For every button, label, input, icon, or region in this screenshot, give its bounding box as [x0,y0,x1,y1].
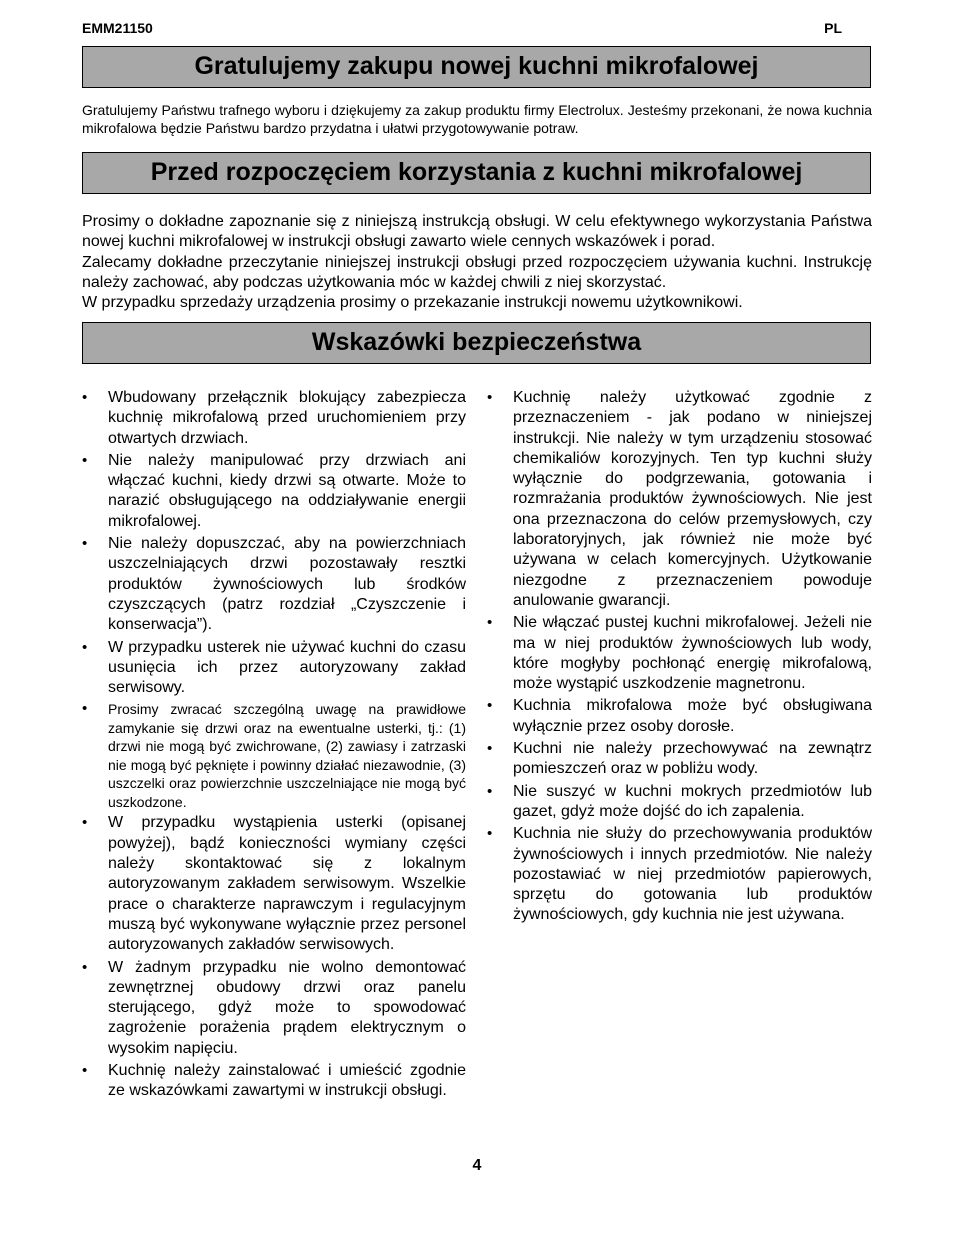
bullet-icon: • [487,782,493,800]
page-number: 4 [472,1157,482,1174]
safety-item-text: Kuchnię należy zainstalować i umieścić zgodnie ze wskazówkami zawartymi w instrukcji obsługi. [108,1062,466,1100]
before-use-paragraph: Prosimy o dokładne zapoznanie się z niniejszą instrukcją obsługi. W celu efektywnego wykorzystania Państwa nowej kuchni mikrofalowej w instrukcji obsługi zawarto wiele cennych wskazówek i porad. [82,213,872,251]
safety-item [82,958,466,1059]
bullet-icon: • [487,697,493,715]
before-use-text [82,212,872,313]
bullet-icon: • [82,389,88,406]
bullet-icon: • [82,451,88,469]
congrats-paragraph: Gratulujemy Państwu trafnego wyboru i dziękujemy za zakup produktu firmy Electrolux. Jesteśmy przekonani, że nowa kuchnia mikrofalowa będzie Państwu bardzo przydatna i ułatwi przygotowywanie potraw. [82,102,872,136]
heading-congrats: Gratulujemy zakupu nowej kuchni mikrofalowej [82,46,871,88]
safety-list-left [82,388,466,1102]
safety-item-text: Kuchnia nie służy do przechowywania produktów żywnościowych i innych przedmiotów. Nie należy pozostawiać w niej przedmiotów papierowych, sprzętu do gotowania lub produktów żywnościowych, gdy kuchnia nie jest używana. [513,825,872,924]
bullet-icon: • [82,638,88,656]
heading-safety: Wskazówki bezpieczeństwa [82,322,871,364]
safety-item [487,696,872,737]
safety-item [487,739,872,780]
safety-item-text: Wbudowany przełącznik blokujący zabezpiecza kuchnię mikrofalową przed uruchomieniem przy otwartych drzwiach. [108,389,466,447]
safety-item [82,451,466,532]
model-number: EMM21150 [82,20,153,36]
safety-item [487,388,872,611]
bullet-icon: • [487,825,493,843]
safety-item [487,613,872,694]
before-use-paragraph: W przypadku sprzedaży urządzenia prosimy o przekazanie instrukcji nowemu użytkownikowi. [82,294,743,312]
safety-item [487,782,872,823]
bullet-icon: • [82,700,88,718]
bullet-icon: • [487,614,493,632]
safety-item-text: W żadnym przypadku nie wolno demontować zewnętrznej obudowy drzwi oraz panelu sterującego, gdyż może to spowodować zagrożenie porażenia prądem elektrycznym o wysokim napięciu. [108,958,466,1057]
safety-item [82,700,466,811]
bullet-icon: • [82,814,88,832]
safety-item-text: Prosimy zwracać szczególną uwagę na prawidłowe zamykanie się drzwi oraz na ewentualne usterki, tj.: (1) drzwi nie mogą być zwichrowane, (2) zawiasy i zatrzaski nie mogą być pęknięte i powinny działać niezawodnie, (3) uszczelki oraz powierzchnie uszczelniające nie mogą być uszkodzone. [108,701,466,810]
bullet-icon: • [82,958,88,976]
safety-item [82,638,466,699]
safety-column-left [82,388,466,1104]
safety-item-text: Nie należy manipulować przy drzwiach ani włączać kuchni, kiedy drzwi są otwarte. Może to narazić obsługującego na oddziaływanie energii mikrofalowej. [108,451,466,530]
safety-item [487,824,872,925]
bullet-icon: • [487,740,493,758]
language-code: PL [824,20,842,36]
safety-item-text: Nie suszyć w kuchni mokrych przedmiotów lub gazet, gdyż może dojść do ich zapalenia. [513,782,872,820]
heading-before-use: Przed rozpoczęciem korzystania z kuchni mikrofalowej [82,152,871,194]
safety-item-text: Kuchnię należy użytkować zgodnie z przeznaczeniem - jak podano w niniejszej instrukcji. Nie należy w tym urządzeniu stosować chemikaliów korozyjnych. Ten typ kuchni służy wyłącznie do podgrzewania, gotowania i rozmrażania produktów żywnościowych. Nie jest ona przeznaczona do celów przemysłowych, czy laboratoryjnych, jak również nie może być używana w celach komercyjnych. Użytkowanie niezgodne z przeznaczeniem powoduje anulowanie gwarancji. [513,389,872,609]
safety-item-text: W przypadku usterek nie używać kuchni do czasu usunięcia ich przez autoryzowany zakład serwisowy. [108,638,466,697]
page-header [82,20,842,40]
safety-item-text: Kuchnia mikrofalowa może być obsługiwana wyłącznie przez osoby dorosłe. [513,697,872,735]
bullet-icon: • [82,535,88,553]
before-use-paragraph: Zalecamy dokładne przeczytanie niniejszej instrukcji obsługi przed rozpoczęciem używania kuchni. Instrukcję należy zachować, aby podczas użytkowania móc w każdej chwili z niej skorzystać. [82,253,872,291]
safety-item-text: Kuchni nie należy przechowywać na zewnątrz pomieszczeń oraz w pobliżu wody. [513,740,872,778]
safety-list-right [487,388,872,926]
safety-item [82,813,466,955]
safety-item [82,534,466,635]
safety-item-text: Nie włączać pustej kuchni mikrofalowej. Jeżeli nie ma w niej produktów żywnościowych lub wody, które mogłyby pochłonąć energię mikrofalową, może wystąpić uszkodzenie magnetronu. [513,614,872,693]
safety-item [82,1061,466,1102]
safety-item [82,388,466,449]
bullet-icon: • [487,389,493,406]
safety-column-right [487,388,872,928]
bullet-icon: • [82,1062,88,1080]
safety-item-text: Nie należy dopuszczać, aby na powierzchniach uszczelniających drzwi pozostawały resztki produktów żywnościowych lub środków czyszczących (patrz rozdział „Czyszczenie i konserwacja”). [108,535,466,634]
safety-item-text: W przypadku wystąpienia usterki (opisanej powyżej), bądź konieczności wymiany części należy skontaktować się z lokalnym autoryzowanym zakładem serwisowym. Wszelkie prace o charakterze naprawczym i regulacyjnym muszą być wykonywane wyłącznie przez personel autoryzowanych zakładów serwisowych. [108,814,466,954]
